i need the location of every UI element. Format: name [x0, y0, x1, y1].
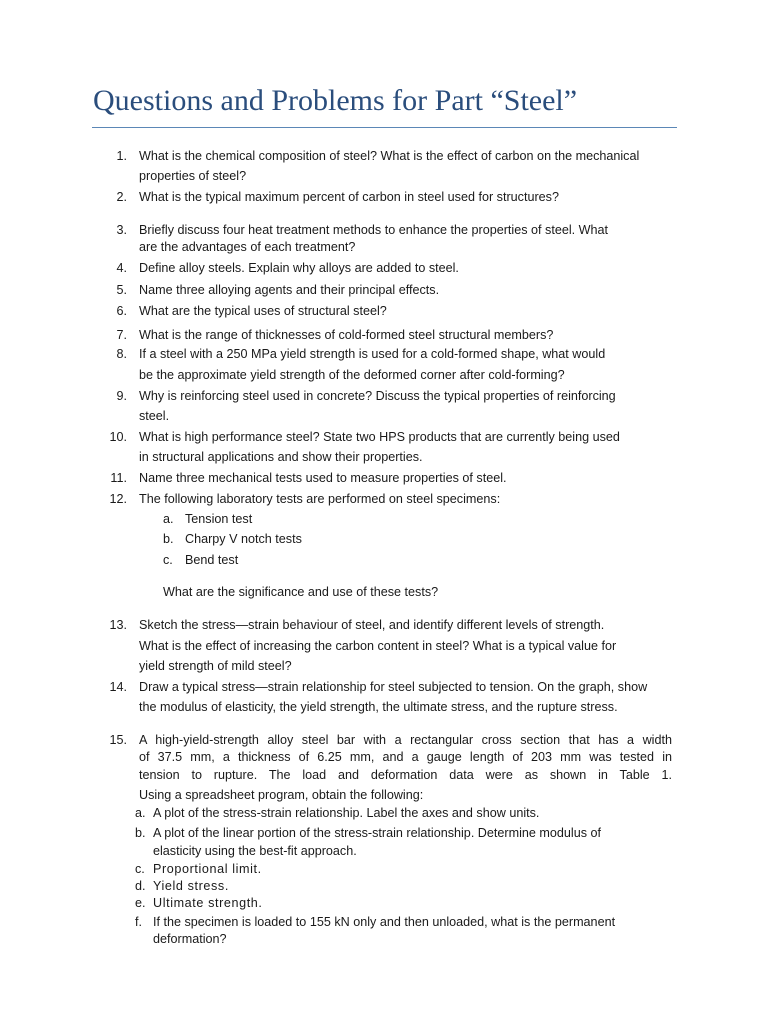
question-text-line: What is the effect of increasing the carbon content in steel? What is a typical value for	[139, 639, 617, 653]
subitem-text: Tension test	[185, 512, 253, 526]
subitem-text: elasticity using the best-fit approach.	[153, 844, 357, 858]
question-text-line: Why is reinforcing steel used in concrete? Discuss the typical properties of reinforcing	[139, 389, 616, 403]
question-number: 8.	[116, 347, 127, 361]
question-text-line: What are the typical uses of structural steel?	[139, 304, 387, 318]
question-number: 6.	[116, 304, 127, 318]
subitem-letter: f.	[135, 915, 142, 929]
question-text-line: steel.	[139, 409, 170, 423]
question-text-line: What is the typical maximum percent of carbon in steel used for structures?	[139, 190, 559, 204]
question-text-line: Using a spreadsheet program, obtain the following:	[139, 788, 424, 802]
question-number: 10.	[109, 430, 127, 444]
subitem-text: deformation?	[153, 932, 227, 946]
question-text-line: in structural applications and show their properties.	[139, 450, 423, 464]
question-text-line: tension to rupture. The load and deformation data were as shown in Table 1.	[139, 768, 672, 782]
subitem-letter: b.	[135, 826, 146, 840]
question-text-line: the modulus of elasticity, the yield strength, the ultimate stress, and the rupture stress.	[139, 700, 618, 714]
question-text-line: What is high performance steel? State two HPS products that are currently being used	[139, 430, 620, 444]
subitem-text: A plot of the linear portion of the stress-strain relationship. Determine modulus of	[153, 826, 602, 840]
question-text-line: Briefly discuss four heat treatment methods to enhance the properties of steel. What	[139, 223, 609, 237]
q12-followup: What are the significance and use of these tests?	[163, 585, 439, 599]
subitem-text: Yield stress.	[153, 879, 229, 893]
question-text-line: Define alloy steels. Explain why alloys are added to steel.	[139, 261, 459, 275]
question-text-line: If a steel with a 250 MPa yield strength is used for a cold-formed shape, what would	[139, 347, 606, 361]
subitem-letter: a.	[135, 806, 146, 820]
question-text-line: What is the range of thicknesses of cold-formed steel structural members?	[139, 328, 554, 342]
question-text-line: yield strength of mild steel?	[139, 659, 292, 673]
subitem-letter: c.	[163, 553, 173, 567]
subitem-letter: c.	[135, 862, 145, 876]
subitem-text: A plot of the stress-strain relationship. Label the axes and show units.	[153, 806, 540, 820]
subitem-text: Charpy V notch tests	[185, 532, 302, 546]
question-number: 3.	[116, 223, 127, 237]
question-text-line: are the advantages of each treatment?	[139, 240, 356, 254]
question-text-line: of 37.5 mm, a thickness of 6.25 mm, and a gauge length of 203 mm was tested in	[139, 750, 672, 764]
page-title: Questions and Problems for Part “Steel”	[93, 84, 578, 117]
subitem-text: Proportional limit.	[153, 862, 262, 876]
subitem-text: Ultimate strength.	[153, 896, 263, 910]
question-text-line: What is the chemical composition of steel? What is the effect of carbon on the mechanical	[139, 149, 640, 163]
question-number: 1.	[116, 149, 127, 163]
question-number: 14.	[109, 680, 127, 694]
question-number: 12.	[109, 492, 127, 506]
question-number: 2.	[116, 190, 127, 204]
question-text-line: properties of steel?	[139, 169, 247, 183]
question-text-line: Draw a typical stress—strain relationship for steel subjected to tension. On the graph, show	[139, 680, 648, 694]
subitem-letter: b.	[163, 532, 174, 546]
question-text-line: Name three alloying agents and their principal effects.	[139, 283, 440, 297]
subitem-text: If the specimen is loaded to 155 kN only and then unloaded, what is the permanent	[153, 915, 616, 929]
question-number: 11.	[110, 471, 127, 485]
question-text-line: be the approximate yield strength of the deformed corner after cold-forming?	[139, 368, 565, 382]
subitem-text: Bend test	[185, 553, 239, 567]
subitem-letter: d.	[135, 879, 146, 893]
question-number: 15.	[109, 733, 127, 747]
question-number: 9.	[116, 389, 127, 403]
question-text-line: Sketch the stress—strain behaviour of steel, and identify different levels of strength.	[139, 618, 605, 632]
question-text-line: Name three mechanical tests used to measure properties of steel.	[139, 471, 507, 485]
title-underline	[92, 127, 677, 128]
question-text-line: The following laboratory tests are performed on steel specimens:	[139, 492, 501, 506]
question-number: 4.	[116, 261, 127, 275]
question-number: 13.	[109, 618, 127, 632]
question-number: 7.	[116, 328, 127, 342]
subitem-letter: e.	[135, 896, 146, 910]
question-text-line: A high-yield-strength alloy steel bar with a rectangular cross section that has a width	[139, 733, 672, 747]
question-number: 5.	[116, 283, 127, 297]
subitem-letter: a.	[163, 512, 174, 526]
